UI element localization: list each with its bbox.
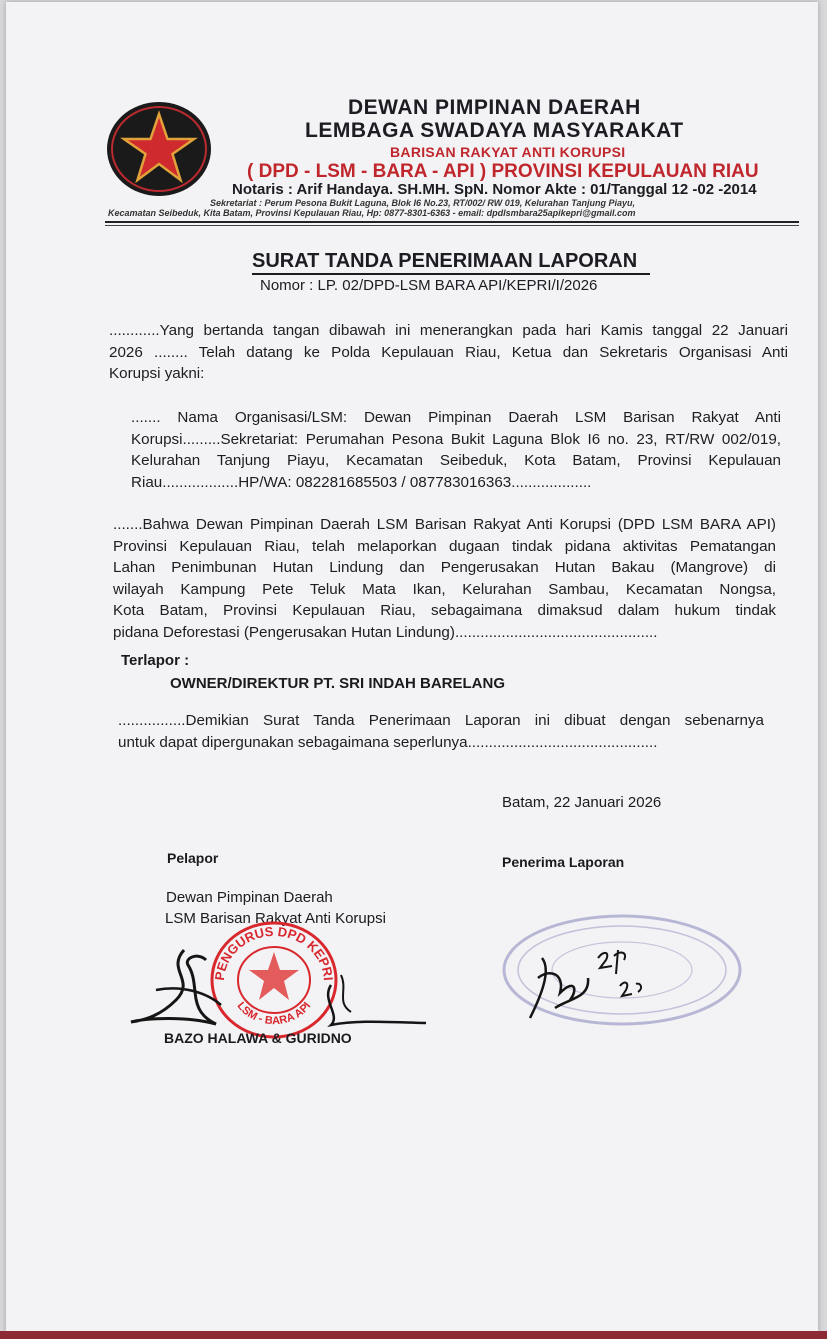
secretariat-line-2: Kecamatan Seibeduk, Kita Batam, Provinsi Kepulauan Riau, Hp: 0877-8301-6363 - email: dpdlsmbara25apikepri@gmail.com: [108, 208, 636, 218]
title-underline: [252, 273, 650, 275]
reported-party-name: OWNER/DIREKTUR PT. SRI INDAH BARELANG: [170, 675, 506, 692]
letterhead-line-4: ( DPD - LSM - BARA - API ) PROVINSI KEPULAUAN RIAU: [247, 161, 759, 182]
paragraph-line: wilayah Kampung Pete Teluk Mata Ikan, Kelurahan Sambau, Kecamatan Nongsa,: [113, 580, 776, 598]
reporter-label: Pelapor: [167, 850, 219, 866]
paragraph-line: Korupsi.........Sekretariat: Perumahan Pesona Bukit Laguna Blok I6 no. 23, RT/RW 002/019,: [131, 430, 781, 448]
paragraph-line: Kota Batam, Provinsi Kepulauan Riau, sebagaimana dimaksud dalam hukum tindak: [113, 602, 776, 619]
letterhead-rule-thin: [105, 225, 799, 226]
svg-text:PENGURUS DPD KEPRI: PENGURUS DPD KEPRI: [211, 923, 336, 982]
paragraph-closing: [118, 710, 764, 753]
paragraph-line: ....... Nama Organisasi/LSM: Dewan Pimpinan Daerah LSM Barisan Rakyat Anti: [131, 409, 781, 426]
paragraph-line: Provinsi Kepulauan Riau, telah melaporkan dugaan tindak pidana aktivitas Pematangan: [113, 537, 776, 555]
paragraph-opening: [109, 320, 788, 385]
paragraph-line: Korupsi yakni:: [109, 365, 205, 382]
receiver-label: Penerima Laporan: [502, 854, 625, 870]
notary-line: Notaris : Arif Handaya. SH.MH. SpN. Nomor Akte : 01/Tanggal 12 -02 -2014: [232, 181, 757, 198]
letterhead-line-1: DEWAN PIMPINAN DAERAH: [348, 96, 641, 119]
paragraph-line: ................Demikian Surat Tanda Penerimaan Laporan ini dibuat dengan sebenarnya: [118, 712, 764, 729]
paragraph-line: ............Yang bertanda tangan dibawah ini menerangkan pada hari Kamis tanggal 22 Januari: [109, 322, 788, 339]
paragraph-line: .......Bahwa Dewan Pimpinan Daerah LSM Barisan Rakyat Anti Korupsi (DPD LSM BARA API): [113, 516, 776, 533]
reporter-org-line-1: Dewan Pimpinan Daerah: [166, 889, 333, 906]
reporter-signature: [126, 930, 436, 1040]
letterhead-rule: [105, 221, 799, 223]
svg-text:LSM - BARA API: LSM - BARA API: [234, 999, 314, 1028]
reporter-names: BAZO HALAWA & GURIDNO: [164, 1030, 352, 1046]
paragraph-report: [113, 514, 776, 643]
reporter-org-line-2: LSM Barisan Rakyat Anti Korupsi: [165, 910, 386, 927]
paragraph-line: Lahan Penimbunan Hutan Lindung dan Pengerusakan Hutan Bakau (Mangrove) di: [113, 559, 776, 576]
place-date: Batam, 22 Januari 2026: [502, 794, 662, 811]
document-title: SURAT TANDA PENERIMAAN LAPORAN: [252, 250, 638, 272]
paragraph-line: Kelurahan Tanjung Piayu, Kecamatan Seibeduk, Kota Batam, Provinsi Kepulauan: [131, 452, 781, 469]
letterhead-line-3: BARISAN RAKYAT ANTI KORUPSI: [390, 144, 626, 160]
receiver-signature: [520, 938, 670, 1028]
letterhead-line-2: LEMBAGA SWADAYA MASYARAKAT: [305, 119, 684, 142]
reported-party-label: Terlapor :: [121, 652, 190, 669]
paragraph-organization: [131, 407, 781, 493]
paragraph-line: pidana Deforestasi (Pengerusakan Hutan Lindung)................................................: [113, 623, 658, 641]
paragraph-line: 2026 ........ Telah datang ke Polda Kepulauan Riau, Ketua dan Sekretaris Organisasi Anti: [109, 343, 788, 361]
document-number: Nomor : LP. 02/DPD-LSM BARA API/KEPRI/I/2026: [260, 277, 598, 294]
secretariat-line-1: Sekretariat : Perum Pesona Bukit Laguna, Blok I6 No.23, RT/002/ RW 019, Kelurahan Tanjung Piayu,: [210, 198, 635, 208]
paragraph-line: Riau..................HP/WA: 082281685503 / 087783016363...................: [131, 473, 592, 491]
paragraph-line: untuk dapat dipergunakan sebagaimana seperlunya.............................................: [118, 733, 658, 751]
table-edge: [0, 1331, 827, 1339]
organization-logo: [104, 100, 214, 198]
